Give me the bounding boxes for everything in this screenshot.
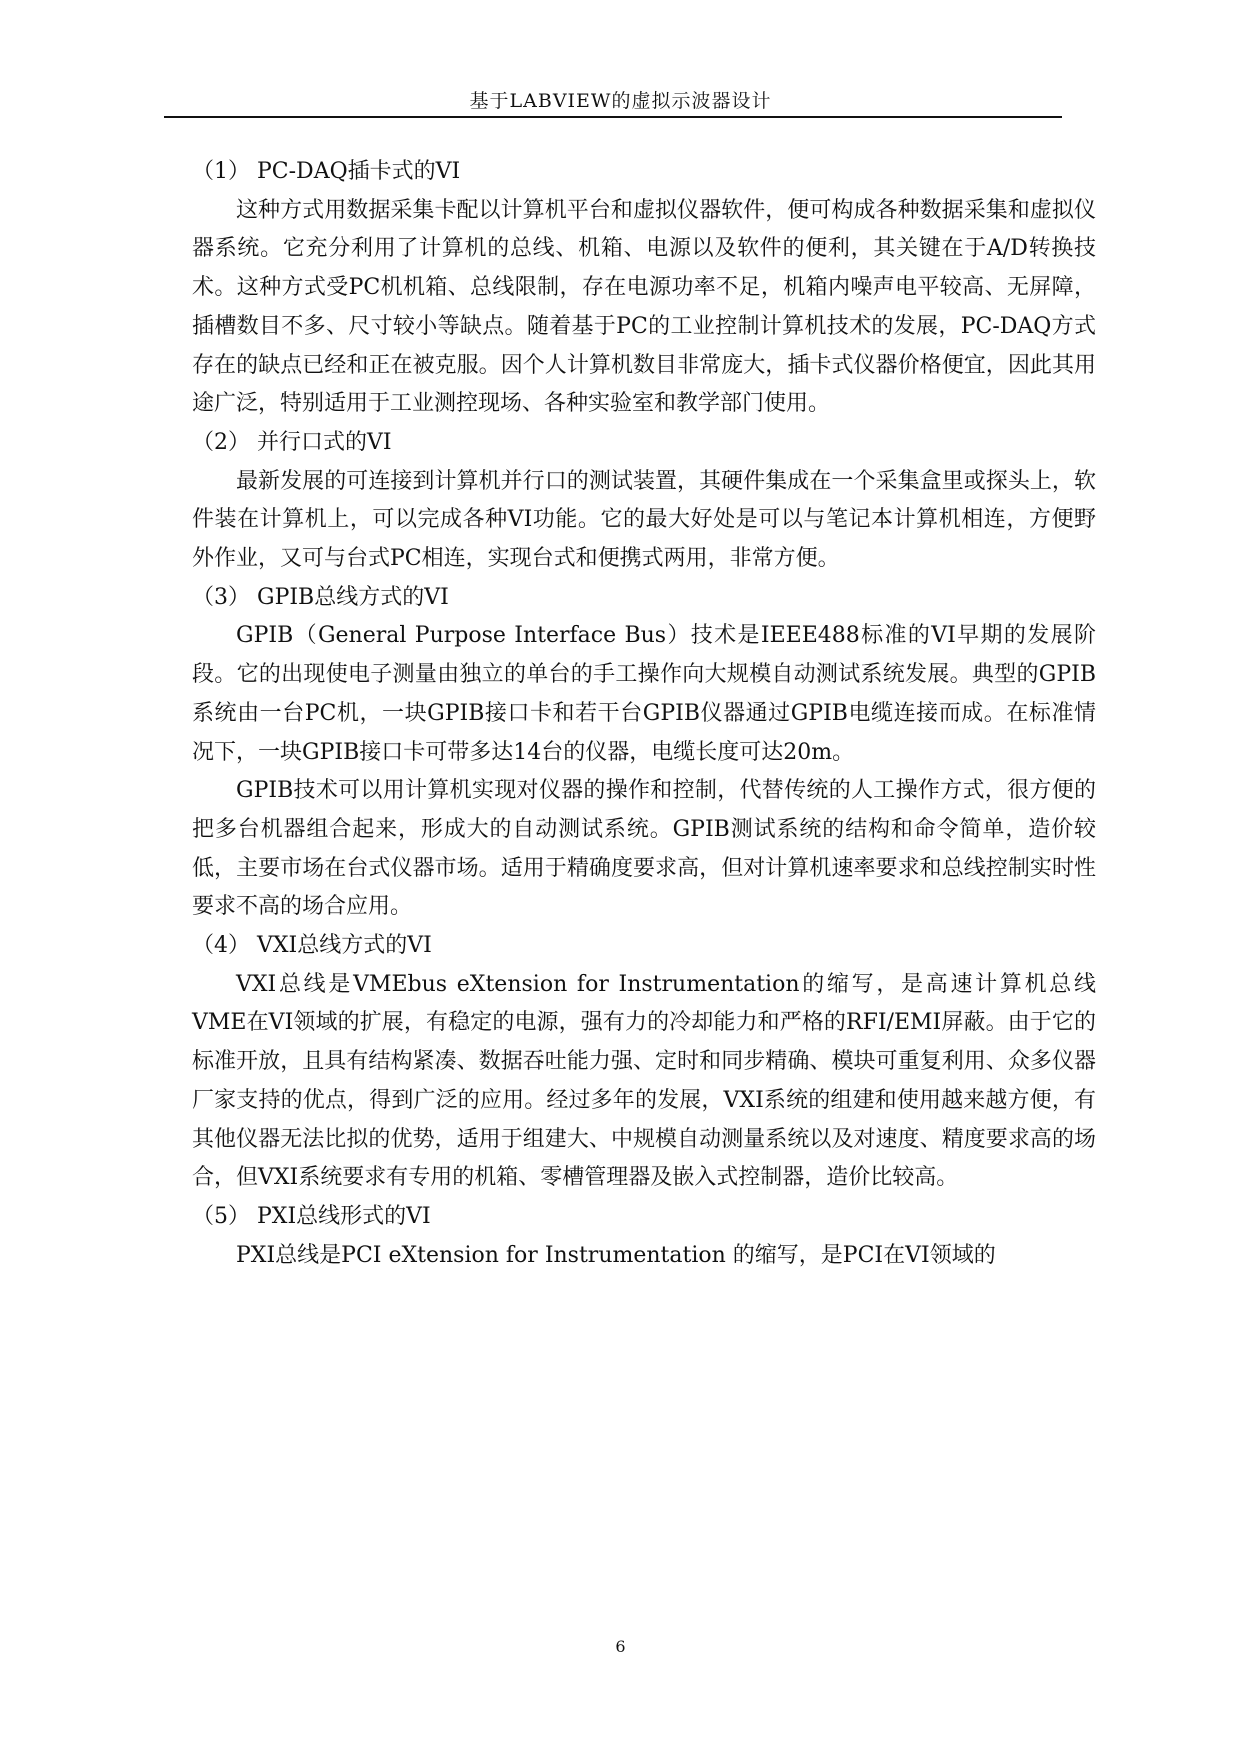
section-heading-4: （4） VXI总线方式的VI	[192, 933, 432, 959]
paragraph-gpib-1: GPIB（General Purpose Interface Bus）技术是IEEE488标准的VI早期的发展阶段。它的出现使电子测量由独立的单台的手工操作向大规模自动测试系统发展。典型的GPIB系统由一台PC机，一块GPIB接口卡和若干台GPIB仪器通过GPIB电缆连接而成。在标准情况下，一块GPIB接口卡可带多达14台的仪器，电缆长度可达20m。	[192, 623, 1096, 765]
section-heading-3: （3） GPIB总线方式的VI	[192, 584, 449, 610]
header-rule	[164, 116, 1062, 118]
paragraph-pxi: PXI总线是PCI eXtension for Instrumentation 的缩写，是PCI在VI领域的	[236, 1242, 996, 1268]
paragraph-vxi: VXI总线是VMEbus eXtension for Instrumentation的缩写，是高速计算机总线VME在VI领域的扩展，有稳定的电源，强有力的冷却能力和严格的RFI/EMI屏蔽。由于它的标准开放，且具有结构紧凑、数据吞吐能力强、定时和同步精确、模块可重复利用、众多仪器厂家支持的优点，得到广泛的应用。经过多年的发展，VXI系统的组建和使用越来越方便，有其他仪器无法比拟的优势，适用于组建大、中规模自动测量系统以及对速度、精度要求高的场合，但VXI系统要求有专用的机箱、零槽管理器及嵌入式控制器，造价比较高。	[192, 971, 1096, 1191]
document-body	[192, 153, 1096, 1275]
page-number: 6	[615, 1637, 626, 1656]
paragraph-gpib-2: GPIB技术可以用计算机实现对仪器的操作和控制，代替传统的人工操作方式，很方便的把多台机器组合起来，形成大的自动测试系统。GPIB测试系统的结构和命令简单，造价较低，主要市场在台式仪器市场。适用于精确度要求高，但对计算机速率要求和总线控制实时性要求不高的场合应用。	[192, 778, 1096, 920]
paragraph-pc-daq: 这种方式用数据采集卡配以计算机平台和虚拟仪器软件，便可构成各种数据采集和虚拟仪器系统。它充分利用了计算机的总线、机箱、电源以及软件的便利，其关键在于A/D转换技术。这种方式受PC机机箱、总线限制，存在电源功率不足，机箱内噪声电平较高、无屏障，插槽数目不多、尺寸较小等缺点。随着基于PC的工业控制计算机技术的发展，PC-DAQ方式存在的缺点已经和正在被克服。因个人计算机数目非常庞大，插卡式仪器价格便宜，因此其用途广泛，特别适用于工业测控现场、各种实验室和教学部门使用。	[192, 197, 1096, 417]
section-heading-5: （5） PXI总线形式的VI	[192, 1203, 431, 1229]
running-header-title: 基于LABVIEW的虚拟示波器设计	[469, 90, 772, 112]
paragraph-parallel-port: 最新发展的可连接到计算机并行口的测试装置，其硬件集成在一个采集盒里或探头上，软件装在计算机上，可以完成各种VI功能。它的最大好处是可以与笔记本计算机相连，方便野外作业，又可与台式PC相连，实现台式和便携式两用，非常方便。	[192, 468, 1096, 572]
section-heading-1: （1） PC-DAQ插卡式的VI	[192, 159, 461, 184]
section-heading-2: （2） 并行口式的VI	[192, 429, 392, 455]
